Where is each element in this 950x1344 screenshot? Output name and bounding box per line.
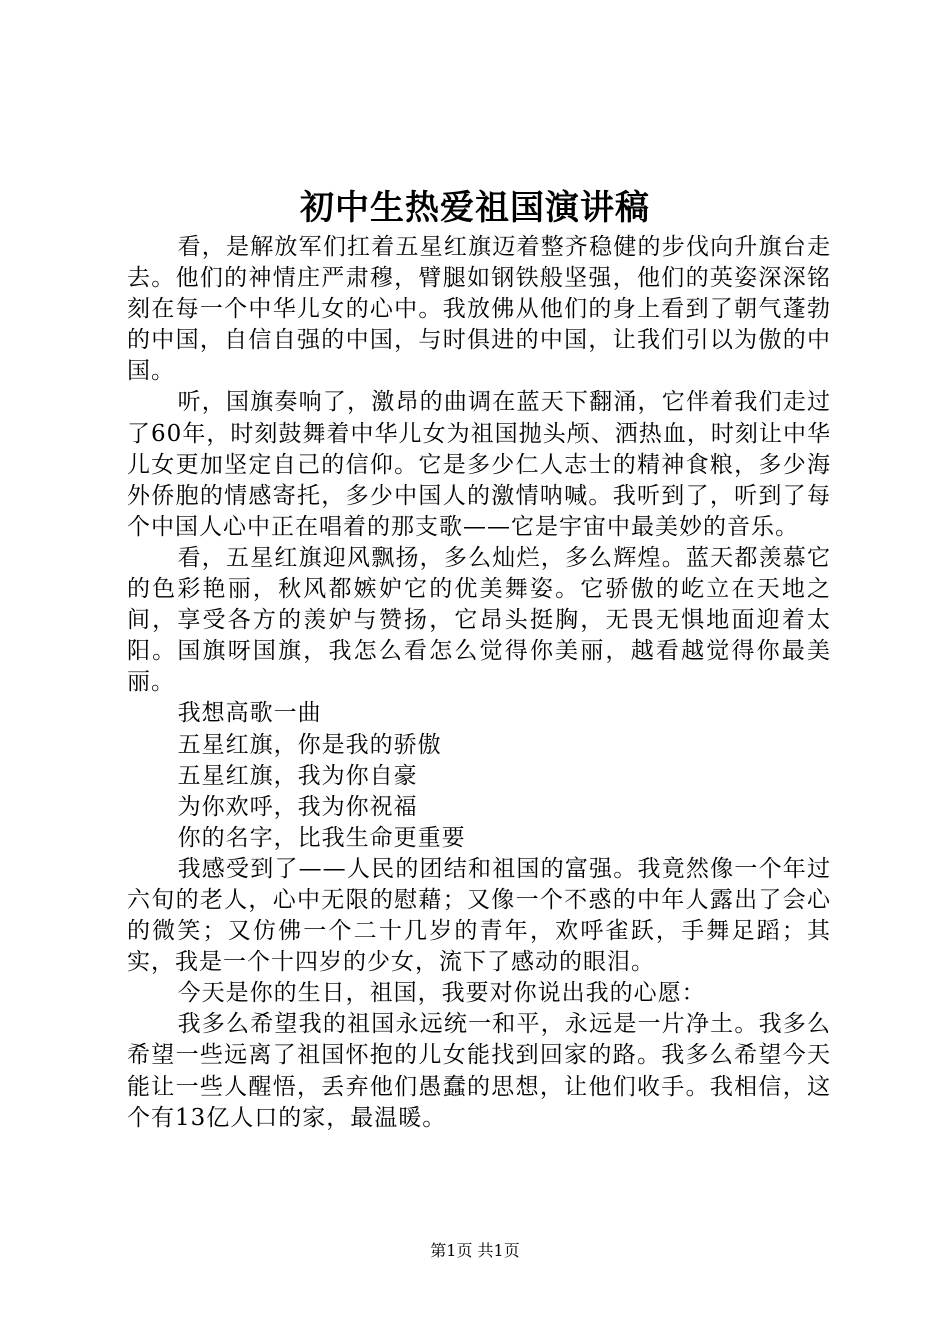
paragraph: 今天是你的生日，祖国，我要对你说出我的心愿： [177, 980, 706, 1007]
paragraph: 我想高歌一曲 [177, 700, 322, 727]
document-title: 初中生热爱祖国演讲稿 [300, 188, 650, 228]
paragraph: 五星红旗，我为你自豪 [177, 762, 418, 789]
paragraph: 看，是解放军们扛着五星红旗迈着整齐稳健的步伐向升旗台走去。他们的神情庄严肃穆，臂腿如钢铁般坚强，他们的英姿深深铭刻在每一个中华儿女的心中。我放佛从他们的身上看到了朝气蓬勃的中国，自信自强的中国，与时俱进的中国，让我们引以为傲的中国。 [127, 234, 831, 385]
paragraph: 听，国旗奏响了，激昂的曲调在蓝天下翻涌，它伴着我们走过了60年，时刻鼓舞着中华儿女为祖国抛头颅、洒热血，时刻让中华儿女更加坚定自己的信仰。它是多少仁人志士的精神食粮，多少海外侨胞的情感寄托，多少中国人的激情呐喊。我听到了，听到了每个中国人心中正在唱着的那支歌——它是宇宙中最美妙的音乐。 [127, 389, 831, 540]
document-body [127, 232, 831, 1134]
paragraph: 我多么希望我的祖国永远统一和平，永远是一片净土。我多么希望一些远离了祖国怀抱的儿女能找到回家的路。我多么希望今天能让一些人醒悟，丢弃他们愚蠢的思想，让他们收手。我相信，这个有13亿人口的家，最温暖。 [127, 1011, 831, 1131]
paragraph: 看，五星红旗迎风飘扬，多么灿烂，多么辉煌。蓝天都羡慕它的色彩艳丽，秋风都嫉妒它的优美舞姿。它骄傲的屹立在天地之间，享受各方的羡妒与赞扬，它昂头挺胸，无畏无惧地面迎着太阳。国旗呀国旗，我怎么看怎么觉得你美丽，越看越觉得你最美丽。 [127, 544, 831, 696]
paragraph: 五星红旗，你是我的骄傲 [177, 731, 442, 758]
paragraph: 你的名字，比我生命更重要 [177, 824, 466, 851]
page-footer: 第1页 共1页 [430, 1241, 520, 1260]
paragraph: 为你欢呼，我为你祝福 [177, 793, 418, 820]
paragraph: 我感受到了——人民的团结和祖国的富强。我竟然像一个年过六旬的老人，心中无限的慰藉；又像一个不惑的中年人露出了会心的微笑；又仿佛一个二十几岁的青年，欢呼雀跃，手舞足蹈；其实，我是一个十四岁的少女，流下了感动的眼泪。 [127, 855, 831, 976]
